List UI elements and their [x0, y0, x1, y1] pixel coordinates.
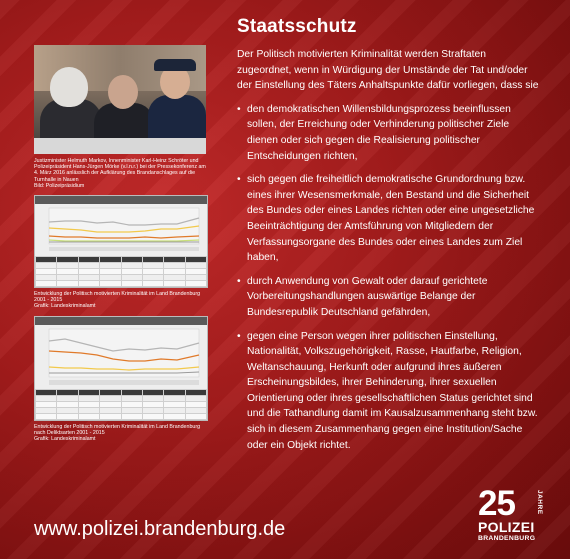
chart-pmk-delikte-graph [35, 317, 207, 389]
polizei-25-jahre-logo [478, 486, 550, 550]
chart2-data-table [35, 389, 207, 420]
logo-number: 25 [478, 484, 515, 523]
bullet-marker: • [237, 275, 241, 287]
press-conference-photo [34, 45, 206, 154]
photo-caption-text: Justizminister Helmuth Markov, Innenminister Karl-Heinz Schröter und Polizeipräsident Hans-Jürgen Mörke (v.l.n.r.) bei der Pressekonferenz am 4. März 2016 anlässlich der Aufklärung des Brandanschlages auf die Turnhalle in Nauen [34, 158, 206, 183]
bullet-item: • gegen eine Person wegen ihrer politischen Einstellung, Nationalität, Volkszugehörigkeit, Rasse, Hautfarbe, Religion, Weltanschauung, Herkunft oder aufgrund ihres äußeren Erscheinungsbildes, ihrer Behinderung, ihrer sexuellen Orientierung oder ihres gesellschaftlichen Status gerichtet sind und die Tathandlung damit im Kausalzusammenhang steht bzw. sich in diesem Zusammenhang gegen eine Institution/Sache oder ein Objekt richtet. [237, 330, 538, 451]
chart-pmk-total-graph [35, 196, 207, 256]
article [237, 16, 542, 453]
chart2-credit: Grafik: Landeskriminalamt [34, 436, 96, 443]
left-column [34, 45, 206, 442]
logo-brandenburg: BRANDENBURG [478, 535, 536, 542]
bullet-item: • den demokratischen Willensbildungsprozess beeinflussen sollen, der Erreichung oder Verhinderung politischer Ziele dienen oder sich gegen die Realisierung politischer Entscheidungen richten, [237, 103, 511, 162]
logo-polizei: POLIZEI [478, 519, 535, 535]
chart1-caption-text: Entwicklung der Politisch motivierten Kriminalität im Land Brandenburg 2001 - 2015 [34, 291, 201, 304]
chart2-caption [34, 424, 206, 443]
photo-credit: Bild: Polizeipräsidium [34, 182, 85, 189]
article-title: Staatsschutz [237, 16, 357, 37]
bullet-item: • sich gegen die freiheitlich demokratische Grundordnung bzw. eines ihrer Wesensmerkmale, den Bestand und die Sicherheit des Bundes oder eines Landes richten oder eine ungesetzliche Beeinträchtigung der Amtsführung von Mitgliedern der Verfassungsorgane des Bundes oder eines Landes zum Ziel haben, [237, 174, 535, 264]
bullet-marker: • [237, 330, 241, 342]
bullet-item: • durch Anwendung von Gewalt oder darauf gerichtete Vorbereitungshandlungen auswärtige Belange der Bundesrepublik Deutschland gefährden, [237, 275, 488, 318]
photo-caption [34, 158, 206, 189]
bullet-marker: • [237, 174, 241, 186]
chart-pmk-total [34, 195, 208, 288]
chart1-caption [34, 291, 206, 310]
logo-jahre: JAHRE [536, 490, 543, 515]
chart1-data-table [35, 256, 207, 287]
chart-pmk-delikte [34, 316, 208, 421]
chart1-credit: Grafik: Landeskriminalamt [34, 303, 96, 310]
chart2-caption-text: Entwicklung der Politisch motivierten Kriminalität im Land Brandenburg nach Deliktsarten 2001 - 2015 [34, 423, 201, 436]
bullet-marker: • [237, 103, 241, 115]
article-intro: Der Politisch motivierten Kriminalität werden Straftaten zugeordnet, wenn in Würdigung der Umstände der Tat und/oder der Einstellung des Täters Anhaltspunkte dafür vorliegen, dass sie [237, 49, 539, 92]
footer-website-url[interactable]: www.polizei.brandenburg.de [34, 518, 286, 540]
article-bullet-list [237, 102, 542, 453]
